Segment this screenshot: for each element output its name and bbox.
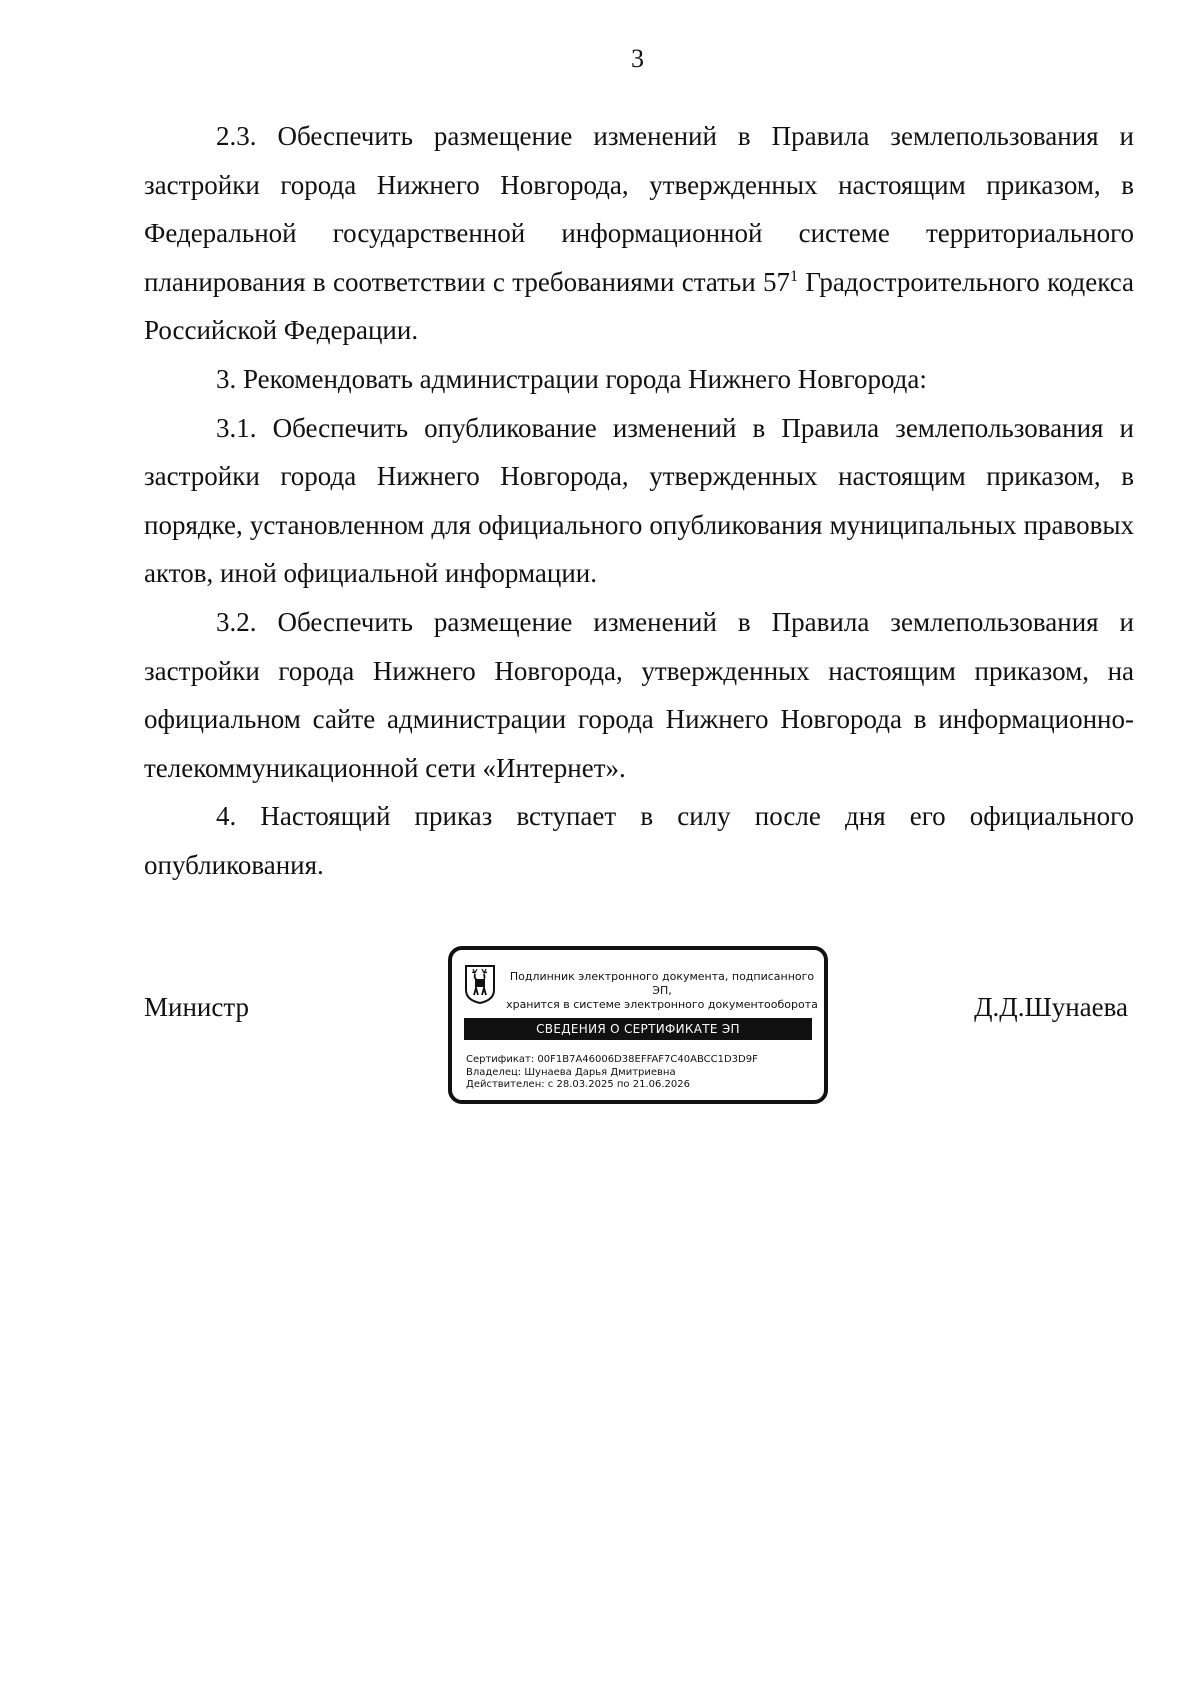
paragraph-3: 3. Рекомендовать администрации города Нижнего Новгорода: xyxy=(216,363,927,394)
deer-emblem-icon xyxy=(464,964,496,1004)
stamp-header xyxy=(502,970,822,1012)
stamp-details xyxy=(466,1054,816,1092)
paragraph-4: 4. Настоящий приказ вступает в силу после дня его официального опубликования. xyxy=(144,801,1134,880)
e-signature-stamp xyxy=(448,946,828,1104)
page-number: 3 xyxy=(631,44,644,73)
stamp-title-bar: СВЕДЕНИЯ О СЕРТИФИКАТЕ ЭП xyxy=(464,1018,812,1040)
paragraph-2-3-text: 2.3. Обеспечить размещение изменений в Правила землепользования и застройки города Нижнего Новгорода, утвержденных настоящим приказом, в Федеральной государственной информационной системе территориального планирования в соответствии с требованиями статьи 57 xyxy=(144,121,1134,297)
certificate-validity: Действителен: с 28.03.2025 по 21.06.2026 xyxy=(466,1079,690,1090)
certificate-number: Сертификат: 00F1B7A46006D38EFFAF7C40ABCC1D3D9F xyxy=(466,1054,758,1065)
certificate-owner: Владелец: Шунаева Дарья Дмитриевна xyxy=(466,1066,676,1078)
paragraph-2-3-text-end: Градостроительного кодекса Российской Федерации. xyxy=(144,266,1134,346)
signatory-name: Д.Д.Шунаева xyxy=(974,992,1128,1022)
paragraph-3-2: 3.2. Обеспечить размещение изменений в Правила землепользования и застройки города Нижнего Новгорода, утвержденных настоящим приказом, на официальном сайте администрации города Нижнего Новгорода в информационно-телекоммуникационной сети «Интернет». xyxy=(144,606,1134,783)
paragraph-2-3 xyxy=(144,112,1134,355)
stamp-header-line1: Подлинник электронного документа, подписанного ЭП, xyxy=(509,970,815,997)
signatory-position: Министр xyxy=(144,992,249,1022)
stamp-header-line2: хранится в системе электронного документооборота xyxy=(506,998,818,1011)
paragraph-3-1: 3.1. Обеспечить опубликование изменений в Правила землепользования и застройки города Нижнего Новгорода, утвержденных настоящим приказом, в порядке, установленном для официального опубликования муниципальных правовых актов, иной официальной информации. xyxy=(144,412,1134,589)
document-body xyxy=(144,112,1134,890)
article-superscript: 1 xyxy=(790,267,799,285)
